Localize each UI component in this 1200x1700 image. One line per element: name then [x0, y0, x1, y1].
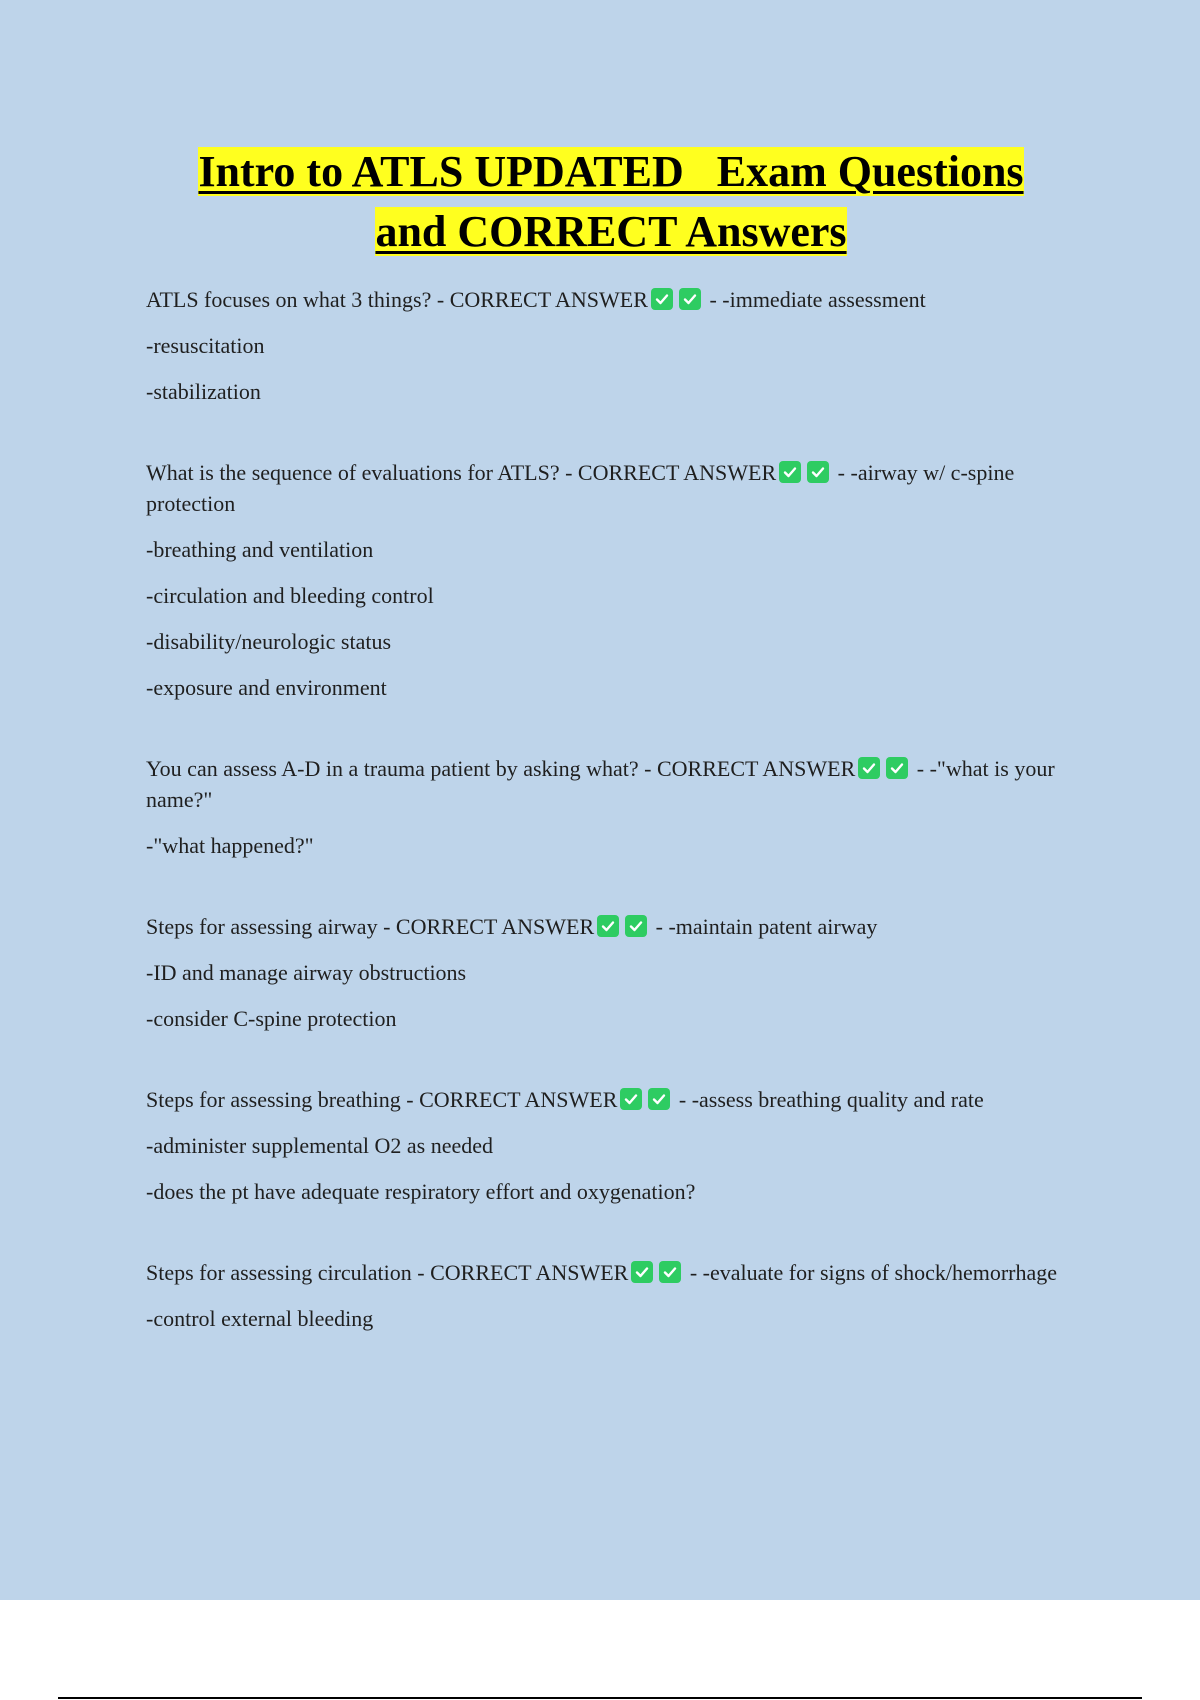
document-content	[146, 142, 1076, 1384]
qa-list	[146, 284, 1076, 1334]
check-mark-button-icon	[858, 757, 880, 779]
check-mark-button-icon	[659, 1261, 681, 1283]
qa-item	[146, 284, 1076, 407]
answer-first-line: - -"what is your name?"	[146, 756, 1055, 812]
check-mark-button-icon	[651, 288, 673, 310]
check-mark-button-icon	[807, 461, 829, 483]
document-title	[146, 142, 1076, 262]
answer-line: -breathing and ventilation	[146, 537, 374, 562]
answer-first-line: - -assess breathing quality and rate	[673, 1087, 984, 1112]
question-text: What is the sequence of evaluations for ATLS? -	[146, 460, 578, 485]
answer-first-line: - -maintain patent airway	[650, 914, 878, 939]
qa-item	[146, 1257, 1076, 1334]
question-line	[146, 1257, 1076, 1288]
qa-item	[146, 1084, 1076, 1207]
question-text: ATLS focuses on what 3 things? -	[146, 287, 450, 312]
answer-line: -"what happened?"	[146, 833, 314, 858]
answer-first-line: - -airway w/ c-spine protection	[146, 460, 1015, 516]
title-line-1: Intro to ATLS UPDATED Exam Questions	[198, 147, 1024, 196]
answer-label: CORRECT ANSWER	[657, 756, 856, 781]
question-line	[146, 1084, 1076, 1115]
question-text: Steps for assessing breathing -	[146, 1087, 420, 1112]
title-line-2: and CORRECT Answers	[375, 207, 847, 256]
answer-label: CORRECT ANSWER	[577, 460, 777, 485]
answer-line: -resuscitation	[146, 333, 265, 358]
check-mark-button-icon	[779, 461, 801, 483]
answer-label: CORRECT ANSWER	[419, 1087, 618, 1112]
answer-line: -disability/neurologic status	[146, 629, 392, 654]
question-text: You can assess A-D in a trauma patient by asking what? -	[146, 756, 657, 781]
question-line	[146, 457, 1076, 519]
answer-line: -circulation and bleeding control	[146, 583, 434, 608]
check-mark-button-icon	[648, 1088, 670, 1110]
answer-label: CORRECT ANSWER	[430, 1260, 629, 1285]
answer-line: -consider C-spine protection	[146, 1006, 397, 1031]
check-mark-button-icon	[886, 757, 908, 779]
question-text: Steps for assessing airway -	[146, 914, 396, 939]
question-text: Steps for assessing circulation -	[146, 1260, 431, 1285]
answer-first-line: - -immediate assessment	[703, 287, 926, 312]
question-line	[146, 911, 1076, 942]
check-mark-button-icon	[679, 288, 701, 310]
footer-divider	[58, 1697, 1142, 1699]
answer-line: -does the pt have adequate respiratory effort and oxygenation?	[146, 1179, 696, 1204]
answer-line: -stabilization	[146, 379, 261, 404]
answer-label: CORRECT ANSWER	[449, 287, 648, 312]
qa-item	[146, 457, 1076, 703]
answer-label: CORRECT ANSWER	[395, 914, 595, 939]
answer-first-line: - -evaluate for signs of shock/hemorrhage	[684, 1260, 1058, 1285]
check-mark-button-icon	[597, 915, 619, 937]
check-mark-button-icon	[631, 1261, 653, 1283]
answer-line: -control external bleeding	[146, 1306, 374, 1331]
check-mark-button-icon	[625, 915, 647, 937]
check-mark-button-icon	[620, 1088, 642, 1110]
question-line	[146, 284, 1076, 315]
question-line	[146, 753, 1076, 815]
answer-line: -ID and manage airway obstructions	[146, 960, 467, 985]
qa-item	[146, 911, 1076, 1034]
qa-item	[146, 753, 1076, 861]
answer-line: -administer supplemental O2 as needed	[146, 1133, 494, 1158]
answer-line: -exposure and environment	[146, 675, 387, 700]
